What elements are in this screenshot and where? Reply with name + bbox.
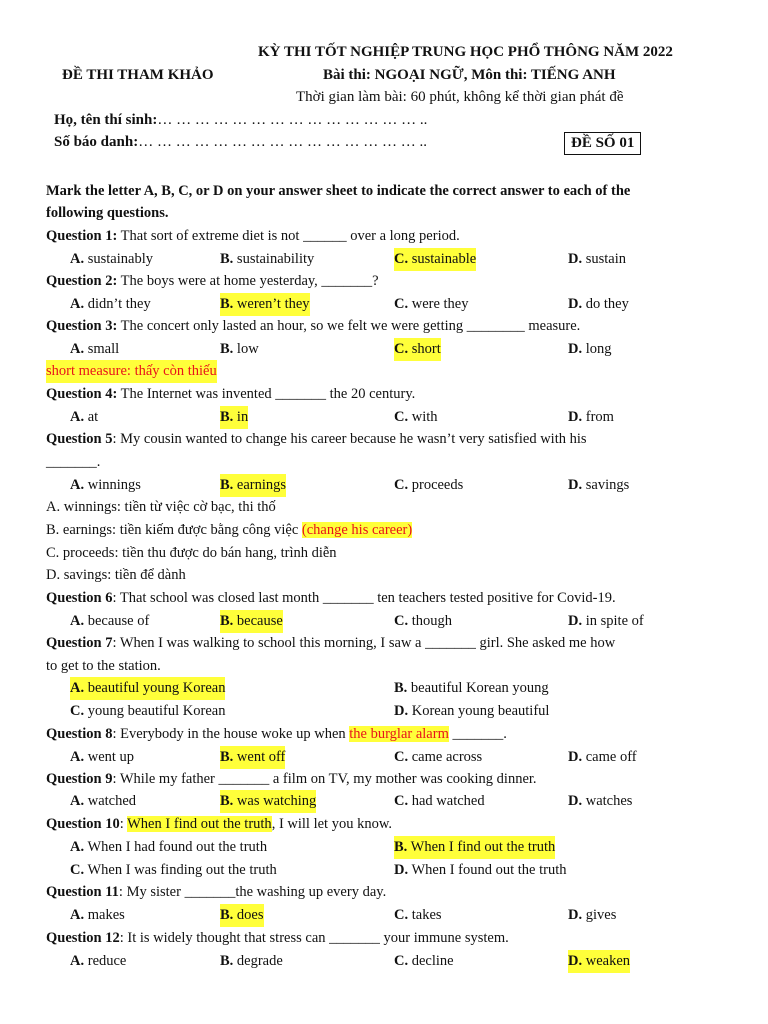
q8-option-c[interactable] [394,746,482,769]
question-text: That sort of extreme diet is not ______ over a long period. [117,228,460,244]
q1-option-b[interactable] [220,248,314,271]
option-text: were they [408,296,469,312]
question-9 [46,768,537,791]
q10-option-c[interactable] [70,859,277,882]
text-segment: The Internet was invented _______ the 20 century. [117,386,416,402]
option-letter: A. [70,953,85,969]
option-letter: A. [70,477,85,493]
q12-option-d[interactable] [568,950,630,973]
question-6 [46,587,616,610]
q12-option-b[interactable] [220,950,283,973]
q9-option-c[interactable] [394,790,485,813]
option-letter: A. [70,296,85,312]
option-letter: B. [220,907,234,923]
option-text: sustainability [233,251,315,267]
q3-option-d[interactable] [568,338,612,361]
q5-note-a: A. winnings: tiền từ việc cờ bạc, thi thố [46,499,276,515]
option-letter: B. [220,251,234,267]
option-letter: B. [220,409,234,425]
q10-option-a[interactable] [70,836,267,859]
q2-option-a[interactable] [70,293,151,316]
q5-note-b [46,519,412,542]
option-text: makes [84,907,125,923]
text-segment: : When I was walking to school this morning, I saw a _______ girl. She asked me how [112,635,616,651]
option-text: reduce [84,953,127,969]
text-segment: Question 8 [46,726,113,742]
option-text: small [84,341,120,357]
instruction-line-1: Mark the letter A, B, C, or D on your answer sheet to indicate the correct answer to each of the [46,183,631,199]
option-text: in spite of [582,613,644,629]
q5-note-b-highlight: (change his career) [301,522,413,538]
option-text: winnings [84,477,141,493]
q5-option-a[interactable] [70,474,141,497]
q6-option-d[interactable] [568,610,644,633]
q4-option-d[interactable] [568,406,614,429]
option-letter: D. [568,341,583,357]
option-letter: D. [568,749,583,765]
text-segment: : Everybody in the house woke up when [112,726,350,742]
option-text: came across [408,749,483,765]
q4-option-a[interactable] [70,406,98,429]
option-letter: B. [220,793,234,809]
q7-option-b[interactable] [394,677,549,700]
option-letter: A. [70,839,85,855]
q1-option-a[interactable] [70,248,153,271]
option-text: watches [582,793,633,809]
option-letter: C. [394,477,409,493]
option-text: didn’t they [84,296,151,312]
option-letter: A. [70,409,85,425]
option-text: earnings [233,477,287,493]
question-7-cont: to get to the station. [46,658,161,674]
option-text: watched [84,793,137,809]
option-text: was watching [233,793,317,809]
option-text: in [233,409,249,425]
option-text: sustain [582,251,627,267]
option-letter: C. [394,953,409,969]
question-10 [46,813,392,836]
candidate-name-row [54,112,427,129]
text-segment: Question 2: [46,273,118,289]
candidate-id-label: Số báo danh: [54,134,139,150]
option-letter: B. [220,953,234,969]
option-text: weaken [582,953,631,969]
time-line: Thời gian làm bài: 60 phút, không kể thời gian phát đề [296,89,624,105]
option-letter: C. [394,907,409,923]
option-text: long [582,341,612,357]
option-text: went up [84,749,135,765]
option-text: takes [408,907,442,923]
exam-code-box: ĐỀ SỐ 01 [564,132,641,155]
q1-option-d[interactable] [568,248,626,271]
q3-note: short measure: thấy còn thiếu [46,360,217,383]
option-letter: C. [394,613,409,629]
text-segment: , I will let you know. [271,816,392,832]
instruction-line-2: following questions. [46,205,169,221]
question-5 [46,428,587,451]
q11-option-b[interactable] [220,904,264,927]
q11-option-c[interactable] [394,904,442,927]
option-text: proceeds [408,477,464,493]
q7-option-d[interactable] [394,700,549,723]
option-text: at [84,409,99,425]
candidate-id-row [54,134,427,151]
q5-option-d[interactable] [568,474,629,497]
q6-option-b[interactable] [220,610,283,633]
text-segment: The concert only lasted an hour, so we felt we were getting ________ measure. [117,318,581,334]
option-letter: B. [394,839,408,855]
text-segment: _______. [448,726,507,742]
option-text: sustainable [408,251,477,267]
question-12 [46,927,509,950]
option-letter: B. [220,296,234,312]
option-text: When I found out the truth [408,862,567,878]
exam-title: KỲ THI TỐT NGHIỆP TRUNG HỌC PHỔ THÔNG NĂM 2022 [258,44,673,60]
option-letter: D. [568,296,583,312]
q8-option-a[interactable] [70,746,134,769]
text-segment: : My cousin wanted to change his career because he wasn’t very satisfied with his [112,431,587,447]
option-letter: D. [394,862,409,878]
q8-option-b[interactable] [220,746,285,769]
option-letter: A. [70,749,85,765]
q1-option-c[interactable] [394,248,476,271]
option-letter: B. [220,477,234,493]
option-letter: D. [568,907,583,923]
option-text: because [233,613,283,629]
q7-option-c[interactable] [70,700,225,723]
q11-option-d[interactable] [568,904,616,927]
text-segment: Question 11 [46,884,119,900]
question-3 [46,315,580,338]
option-letter: D. [394,703,409,719]
question-label: Question 1: [46,228,118,244]
option-text: beautiful Korean young [407,680,549,696]
option-letter: C. [394,296,409,312]
option-letter: C. [394,251,409,267]
q2-option-c[interactable] [394,293,469,316]
option-text: When I had found out the truth [84,839,268,855]
question-7 [46,632,615,655]
option-text: from [582,409,614,425]
option-letter: A. [70,907,85,923]
text-segment: Question 5 [46,431,113,447]
reference-label: ĐỀ THI THAM KHẢO [62,67,214,83]
q9-option-b[interactable] [220,790,316,813]
option-text: When I find out the truth [407,839,556,855]
text-segment: : That school was closed last month _______ ten teachers tested positive for Covid-19. [112,590,616,606]
text-segment: : While my father _______ a film on TV, my mother was cooking dinner. [112,771,537,787]
text-segment: The boys were at home yesterday, _______? [117,273,379,289]
q9-option-a[interactable] [70,790,136,813]
text-segment: Question 6 [46,590,113,606]
text-segment: : My sister _______the washing up every day. [118,884,387,900]
option-letter: D. [568,409,583,425]
option-text: went off [233,749,286,765]
option-letter: C. [394,409,409,425]
text-segment: Question 9 [46,771,113,787]
text-segment: Question 12 [46,930,120,946]
option-text: weren’t they [233,296,310,312]
option-letter: A. [70,793,85,809]
q12-option-a[interactable] [70,950,126,973]
option-letter: A. [70,251,85,267]
text-segment: Question 7 [46,635,113,651]
question-11 [46,881,386,904]
option-text: came off [582,749,637,765]
q2-option-d[interactable] [568,293,629,316]
question-4 [46,383,415,406]
text-segment: B. earnings: tiền kiếm được bằng công việc [46,522,302,538]
option-letter: C. [394,793,409,809]
text-segment: Question 4: [46,386,118,402]
q6-option-c[interactable] [394,610,452,633]
q4-option-c[interactable] [394,406,438,429]
question-5-cont: _______. [46,454,101,470]
text-segment: : [119,816,128,832]
option-letter: A. [70,341,85,357]
option-letter: C. [394,749,409,765]
q3-option-a[interactable] [70,338,119,361]
option-text: savings [582,477,630,493]
option-text: had watched [408,793,485,809]
q8-highlight: the burglar alarm [349,726,449,742]
option-text: does [233,907,264,923]
q5-option-b[interactable] [220,474,286,497]
q3-option-b[interactable] [220,338,259,361]
q10-highlight: When I find out the truth [127,816,272,832]
option-letter: C. [394,341,409,357]
option-letter: B. [220,749,234,765]
q7-option-a[interactable] [70,677,225,700]
q6-option-a[interactable] [70,610,149,633]
q8-option-d[interactable] [568,746,637,769]
candidate-name-dots: … … … … … … … … … … … … … … .. [157,112,428,128]
option-text: because of [84,613,150,629]
option-text: sustainably [84,251,153,267]
q5-option-c[interactable] [394,474,463,497]
option-text: Korean young beautiful [408,703,550,719]
option-letter: B. [220,341,234,357]
option-text: degrade [233,953,283,969]
option-text: short [408,341,441,357]
option-text: with [408,409,438,425]
q5-note-c: C. proceeds: tiền thu được do bán hang, trình diễn [46,545,337,561]
q5-note-d: D. savings: tiền để dành [46,567,186,583]
question-1 [46,225,460,248]
option-letter: B. [220,613,234,629]
subject-line: Bài thi: NGOẠI NGỮ, Môn thi: TIẾNG ANH [323,67,616,83]
q9-option-d[interactable] [568,790,632,813]
text-segment: Question 10 [46,816,120,832]
text-segment: Question 3: [46,318,118,334]
option-letter: D. [568,793,583,809]
option-text: beautiful young Korean [84,680,226,696]
candidate-name-label: Họ, tên thí sinh: [54,112,158,128]
text-segment: : It is widely thought that stress can _______ your immune system. [119,930,509,946]
q10-option-d[interactable] [394,859,567,882]
option-letter: D. [568,613,583,629]
option-letter: C. [70,862,85,878]
option-letter: A. [70,680,85,696]
q2-option-b[interactable] [220,293,310,316]
q3-option-c[interactable] [394,338,441,361]
q12-option-c[interactable] [394,950,454,973]
q4-option-b[interactable] [220,406,248,429]
question-2 [46,270,379,293]
option-letter: D. [568,953,583,969]
option-text: though [408,613,453,629]
option-text: When I was finding out the truth [84,862,277,878]
option-letter: D. [568,251,583,267]
option-letter: C. [70,703,85,719]
candidate-id-dots: … … … … … … … … … … … … … … … .. [138,134,427,150]
option-text: do they [582,296,629,312]
option-text: young beautiful Korean [84,703,226,719]
question-8 [46,723,507,746]
q10-option-b[interactable] [394,836,555,859]
q11-option-a[interactable] [70,904,125,927]
option-text: decline [408,953,454,969]
option-text: gives [582,907,617,923]
option-letter: B. [394,680,408,696]
option-text: low [233,341,259,357]
option-letter: D. [568,477,583,493]
option-letter: A. [70,613,85,629]
